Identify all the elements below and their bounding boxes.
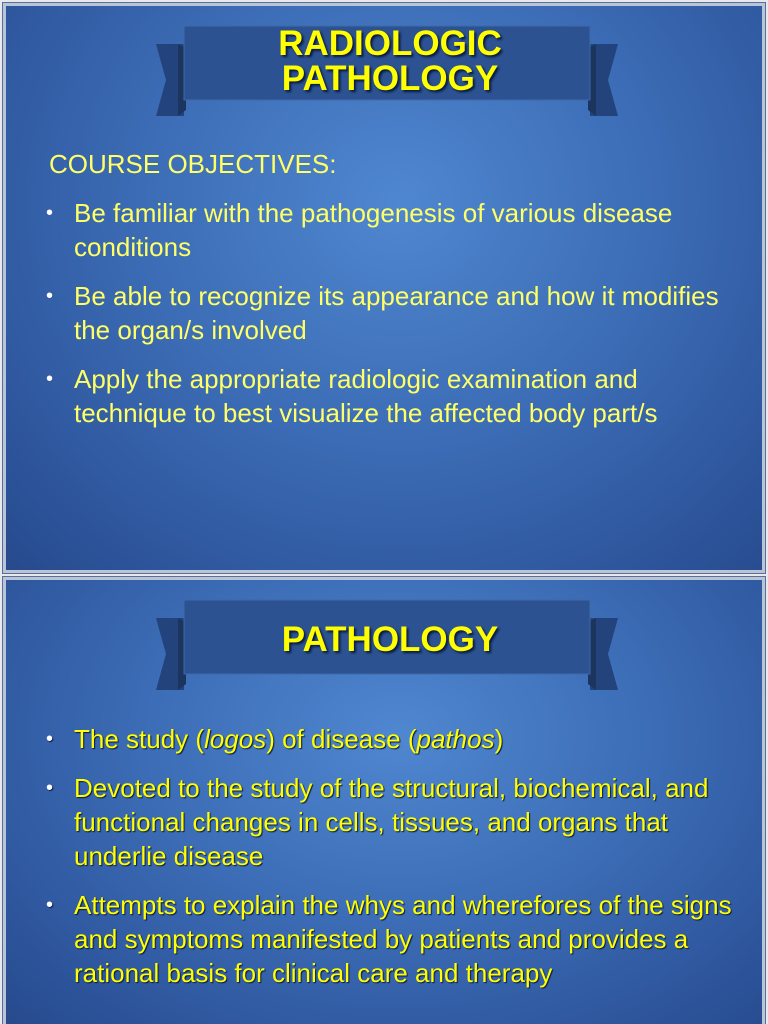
objectives-list <box>46 196 746 445</box>
list-item-text: Be able to recognize its appearance and how it modifies the organ/s involved <box>74 281 719 345</box>
title-line-2: PATHOLOGY <box>281 59 499 98</box>
list-item <box>46 196 746 264</box>
bullet-dot-icon: • <box>46 368 54 390</box>
slide-title: PATHOLOGY <box>281 620 499 659</box>
list-item-text: The study (logos) of disease (pathos) <box>74 724 504 754</box>
italic-term-logos: logos <box>204 724 267 754</box>
italic-term-pathos: pathos <box>416 724 495 754</box>
list-item <box>46 722 746 756</box>
list-item-text: Attempts to explain the whys and wherefores of the signs and symptoms manifested by patients and provides a rational basis for clinical care and therapy <box>74 890 732 988</box>
list-item-text: Be familiar with the pathogenesis of various disease conditions <box>74 198 673 262</box>
bullet-dot-icon: • <box>46 202 54 224</box>
course-objectives-heading: COURSE OBJECTIVES: <box>49 149 337 179</box>
list-item <box>46 362 746 430</box>
list-item <box>46 888 746 990</box>
title-line-1: RADIOLOGIC <box>278 24 502 63</box>
list-item <box>46 279 746 347</box>
list-item <box>46 771 746 873</box>
bullet-dot-icon: • <box>46 777 54 799</box>
slide-radiologic-pathology <box>3 3 765 573</box>
bullet-dot-icon: • <box>46 728 54 750</box>
bullet-dot-icon: • <box>46 894 54 916</box>
bullet-dot-icon: • <box>46 285 54 307</box>
definition-list <box>46 722 746 1005</box>
list-item-text: Apply the appropriate radiologic examination and technique to best visualize the affected body part/s <box>74 364 658 428</box>
slide-pathology <box>3 577 765 1024</box>
slide-title <box>188 26 592 96</box>
list-item-text: Devoted to the study of the structural, biochemical, and functional changes in cells, tissues, and organs that underlie disease <box>74 773 709 871</box>
